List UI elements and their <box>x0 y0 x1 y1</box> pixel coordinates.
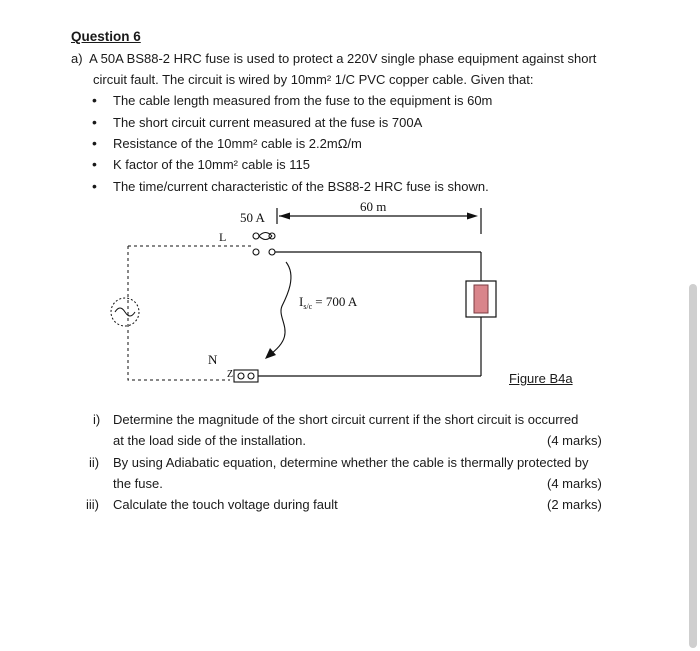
neutral-link-symbol <box>234 370 258 382</box>
bullet-dot-icon: • <box>92 135 97 151</box>
part-a-line2: circuit fault. The circuit is wired by 10mm² 1/C PVC copper cable. Given that: <box>93 72 534 87</box>
length-label: 60 m <box>360 199 387 214</box>
bullet-text: The time/current characteristic of the BS88-2 HRC fuse is shown. <box>113 179 489 194</box>
bullet-text: The cable length measured from the fuse to the equipment is 60m <box>113 93 493 108</box>
fault-current-label: $I_{s/c} = 700$ A <box>299 294 358 311</box>
bullet-dot-icon: • <box>92 92 97 108</box>
bullet-text: K factor of the 10mm² cable is 115 <box>113 157 311 172</box>
bullet-text: The short circuit current measured at the fuse is 700A <box>113 115 423 130</box>
subquestion-num: i) <box>93 412 101 427</box>
line-label: L <box>219 230 227 244</box>
subquestion-num: iii) <box>86 497 99 512</box>
part-a-prefix: a) <box>71 51 83 66</box>
subquestion-text: By using Adiabatic equation, determine whether the cable is thermally protected by <box>113 455 589 470</box>
neutral-label: N <box>208 352 218 367</box>
part-a-text: A 50A BS88-2 HRC fuse is used to protect a 220V single phase equipment against short <box>89 51 597 66</box>
subquestion-text: at the load side of the installation. <box>113 433 306 448</box>
fault-arrow <box>265 262 291 359</box>
subquestion-text: the fuse. <box>113 476 163 491</box>
fuse-rating-label: 50 A <box>240 210 265 225</box>
circuit-wiring <box>128 246 481 380</box>
fuse-symbol <box>253 233 275 256</box>
question-title: Question 6 <box>71 29 141 44</box>
bullet-dot-icon: • <box>92 114 97 130</box>
ac-source-icon <box>111 298 139 326</box>
subquestion-text: Calculate the touch voltage during fault <box>113 497 338 512</box>
marks-label: (2 marks) <box>547 497 602 512</box>
bullet-dot-icon: • <box>92 156 97 172</box>
subquestion-num: ii) <box>89 455 100 470</box>
marks-label: (4 marks) <box>547 476 602 491</box>
marks-label: (4 marks) <box>547 433 602 448</box>
load-resistor-icon <box>466 281 496 317</box>
neutral-symbol: Z <box>227 369 234 380</box>
bullet-dot-icon: • <box>92 178 97 194</box>
bullet-text: Resistance of the 10mm² cable is 2.2mΩ/m <box>113 136 362 151</box>
figure-caption: Figure B4a <box>509 371 573 386</box>
subquestion-text: Determine the magnitude of the short circuit current if the short circuit is occurred <box>113 412 579 427</box>
scrollbar-thumb[interactable] <box>689 284 697 648</box>
